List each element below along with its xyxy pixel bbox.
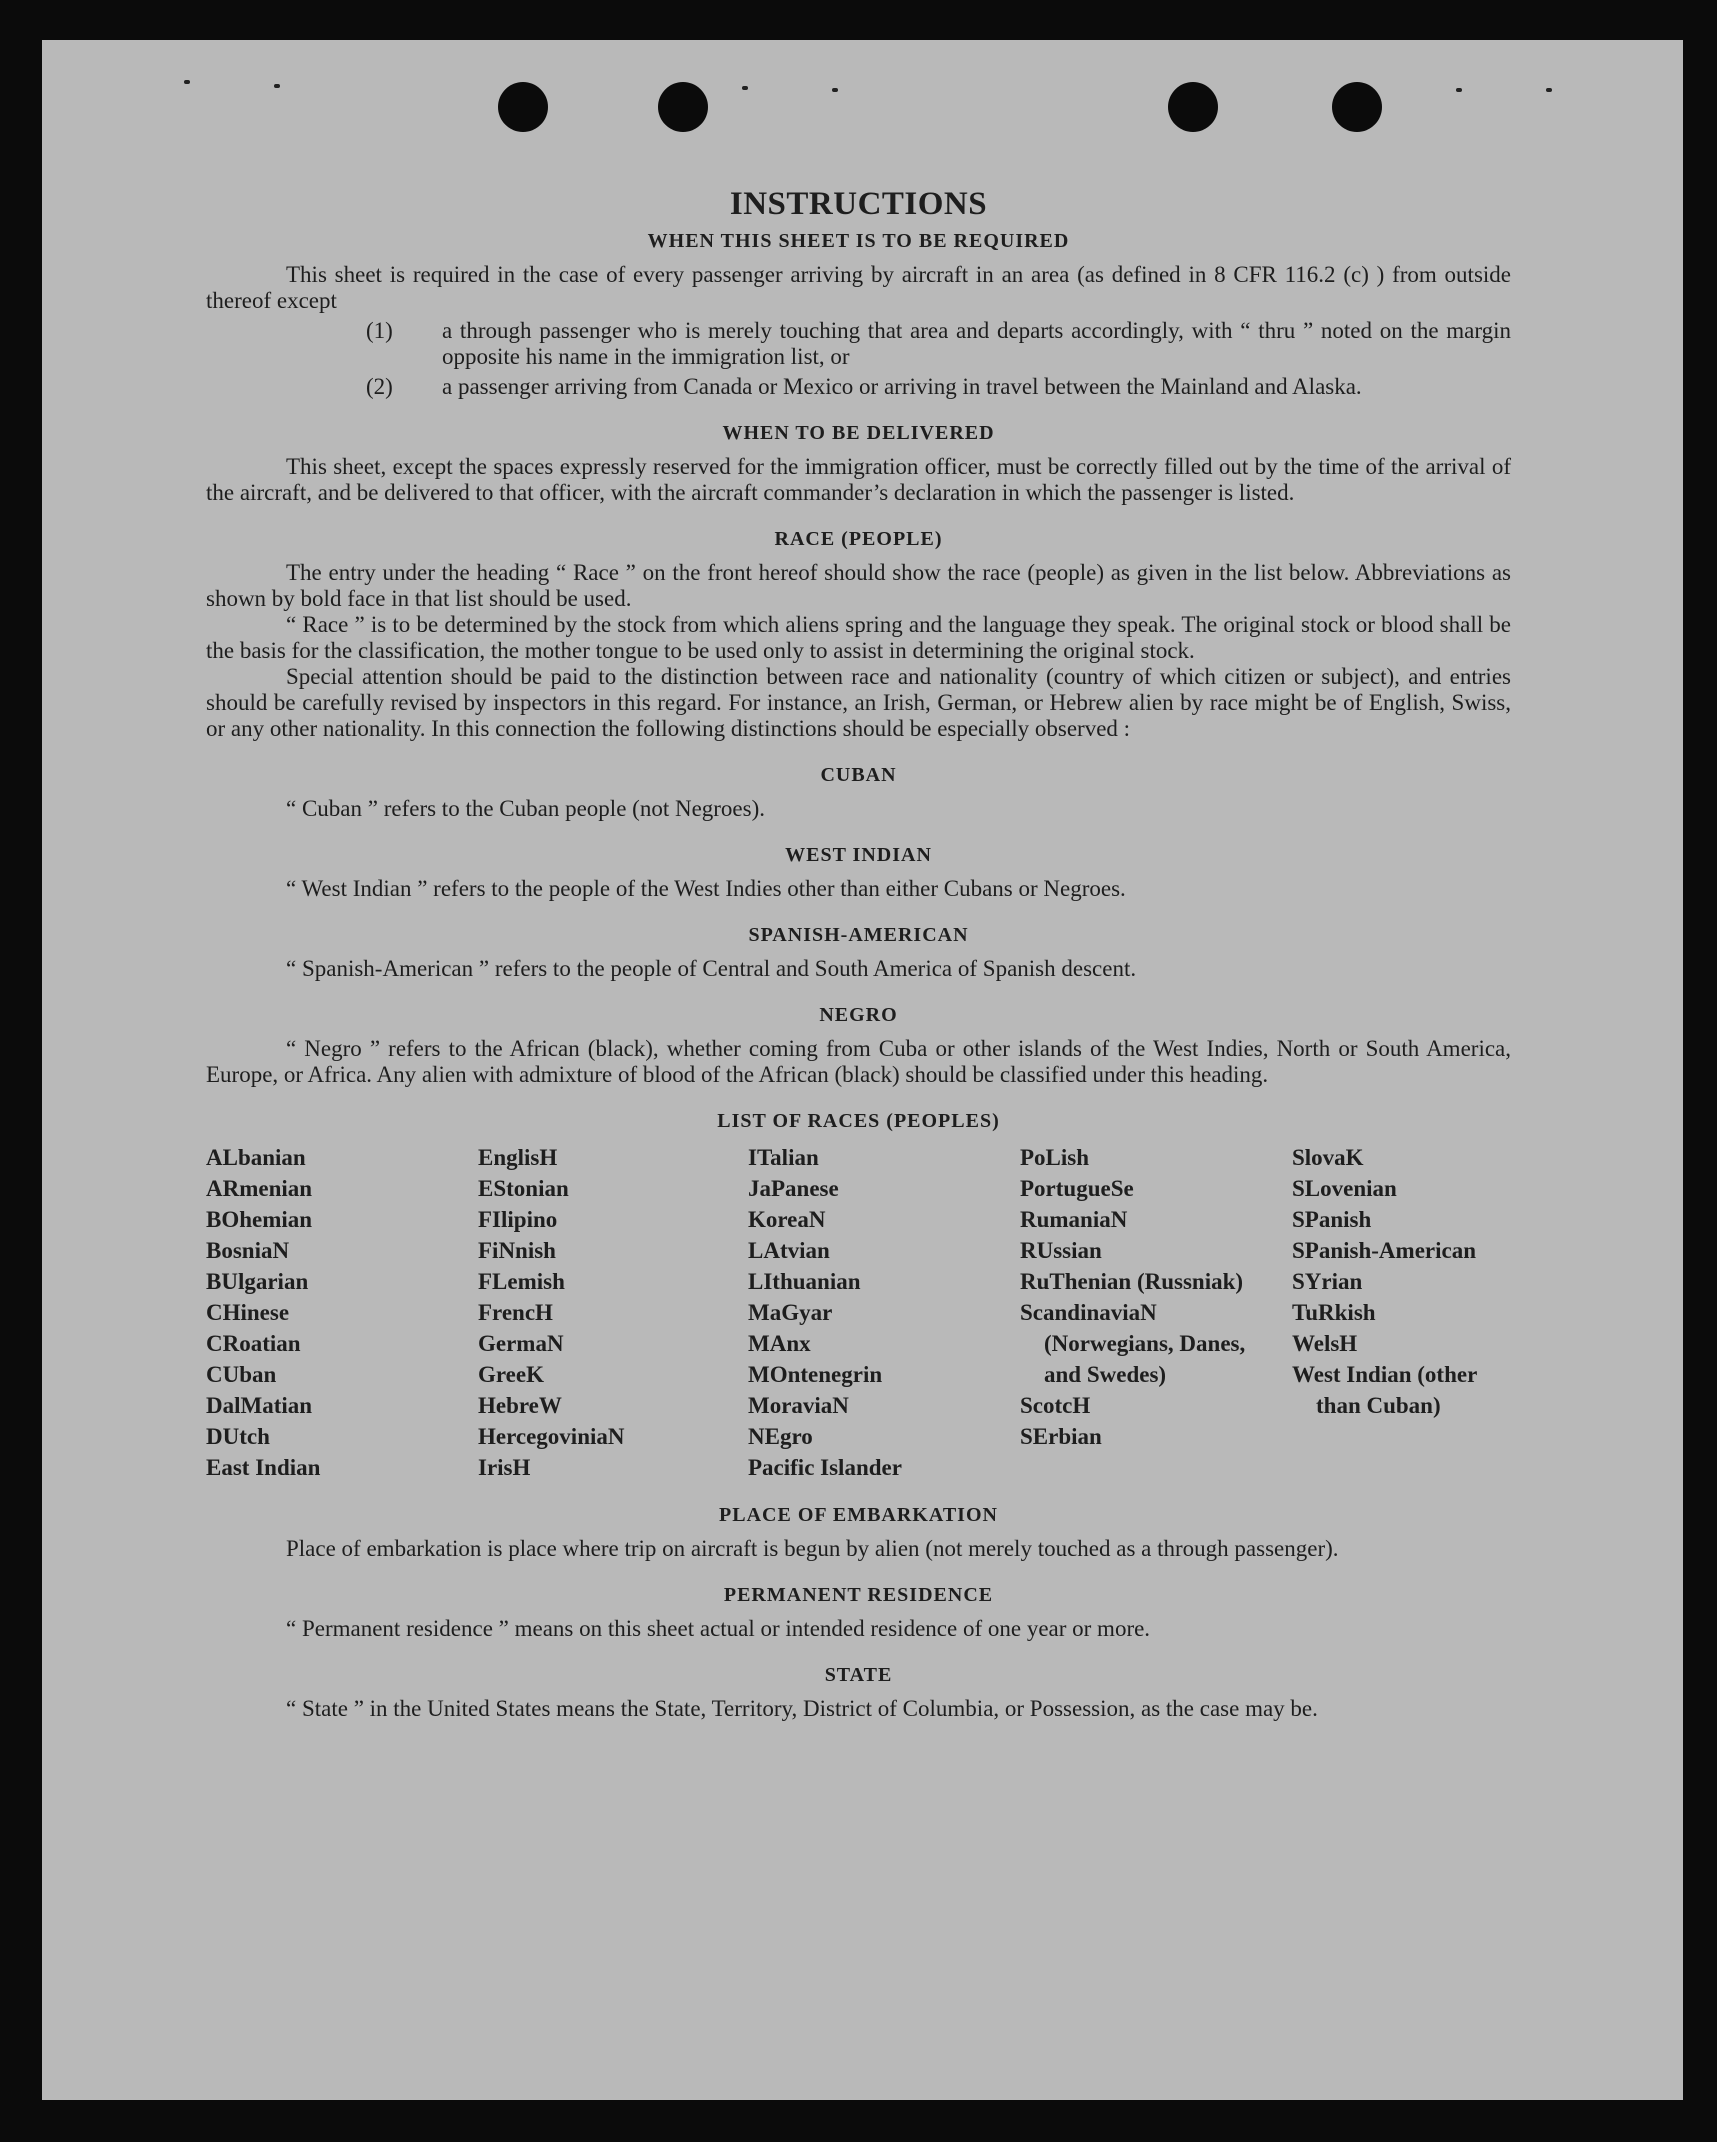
race-entry: MaGyar — [748, 1300, 833, 1325]
race-entry: ITalian — [748, 1145, 819, 1170]
punch-hole — [658, 82, 708, 132]
exception-number: (2) — [366, 374, 393, 399]
race-entry: CHinese — [206, 1300, 290, 1325]
heading-list-of-races: LIST OF RACES (PEOPLES) — [717, 1110, 1000, 1132]
paragraph-cuban: “ Cuban ” refers to the Cuban people (not Negroes). — [286, 796, 766, 821]
race-entry: East Indian — [206, 1455, 321, 1480]
race-entry: SErbian — [1020, 1424, 1102, 1449]
exception-text: a passenger arriving from Canada or Mexico or arriving in travel between the Mainland and Alaska. — [442, 374, 1362, 399]
paragraph-race-2: “ Race ” is to be determined by the stock from which aliens spring and the language they speak. The original stock or blood shall be the basis for the classification, the mother tongue to be used only to assist in determining the original stock. — [206, 612, 1511, 663]
punch-hole — [498, 82, 548, 132]
race-entry: RUssian — [1020, 1238, 1102, 1263]
heading-west-indian: WEST INDIAN — [785, 844, 932, 866]
race-entry: Pacific Islander — [748, 1455, 902, 1480]
race-entry: West Indian (other than Cuban) — [1292, 1362, 1477, 1418]
heading-state: STATE — [824, 1664, 893, 1686]
race-entry: FiNnish — [478, 1238, 556, 1263]
paragraph-race-1: The entry under the heading “ Race ” on the front hereof should show the race (people) as given in the list below. Abbreviations as shown by bold face in that list should be used. — [206, 560, 1511, 611]
heading-when-delivered: WHEN TO BE DELIVERED — [722, 422, 995, 444]
race-entry: IrisH — [478, 1455, 531, 1480]
races-column — [1292, 1142, 1514, 1421]
race-entry: EnglisH — [478, 1145, 558, 1170]
race-entry: SPanish-American — [1292, 1238, 1476, 1263]
instructions-content — [206, 184, 1511, 1722]
exception-item-2 — [206, 374, 1511, 400]
race-entry: DalMatian — [206, 1393, 313, 1418]
race-entry: ScandinaviaN (Norwegians, Danes, and Swedes) — [1020, 1300, 1246, 1387]
document-title: INSTRUCTIONS — [729, 186, 988, 222]
paragraph-state: “ State ” in the United States means the State, Territory, District of Columbia, or Possession, as the case may be. — [286, 1696, 1318, 1721]
race-entry: FLemish — [478, 1269, 565, 1294]
paragraph-delivered: This sheet, except the spaces expressly reserved for the immigration officer, must be correctly filled out by the time of the arrival of the aircraft, and be delivered to that officer, with the aircraft commander’s declaration in which the passenger is listed. — [206, 454, 1511, 505]
race-entry: KoreaN — [748, 1207, 826, 1232]
exception-text: a through passenger who is merely touching that area and departs accordingly, with “ thru ” noted on the margin opposite his name in the immigration list, or — [442, 318, 1511, 369]
race-entry: MOntenegrin — [748, 1362, 883, 1387]
exception-number: (1) — [366, 318, 393, 343]
race-entry: DUtch — [206, 1424, 270, 1449]
race-entry: BosniaN — [206, 1238, 290, 1263]
races-table — [206, 1142, 1511, 1482]
paragraph-race-3: Special attention should be paid to the distinction between race and nationality (country of which citizen or subject), and entries should be carefully revised by inspectors in this regard. For instance, an Irish, German, or Hebrew alien by race might be of English, Swiss, or any other nationality. In this connection the following distinctions should be especially observed : — [206, 664, 1511, 741]
paragraph-west-indian: “ West Indian ” refers to the people of the West Indies other than either Cubans or Negroes. — [286, 876, 1126, 901]
race-entry: MAnx — [748, 1331, 811, 1356]
race-entry: JaPanese — [748, 1176, 839, 1201]
heading-negro: NEGRO — [819, 1004, 898, 1026]
paragraph-negro: “ Negro ” refers to the African (black), whether coming from Cuba or other islands of the West Indies, North or South America, Europe, or Africa. Any alien with admixture of blood of the African (black) should be classified under this heading. — [206, 1036, 1511, 1087]
race-entry: TuRkish — [1292, 1300, 1376, 1325]
speck — [184, 80, 190, 84]
race-entry: WelsH — [1292, 1331, 1358, 1356]
race-entry: ALbanian — [206, 1145, 306, 1170]
race-entry: FrencH — [478, 1300, 553, 1325]
race-entry: RuThenian (Russniak) — [1020, 1269, 1244, 1294]
heading-cuban: CUBAN — [820, 764, 897, 786]
heading-spanish-american: SPANISH-AMERICAN — [748, 924, 969, 946]
race-entry: ARmenian — [206, 1176, 313, 1201]
race-entry: LAtvian — [748, 1238, 830, 1263]
races-column — [206, 1142, 466, 1483]
race-entry: BOhemian — [206, 1207, 313, 1232]
race-entry: SlovaK — [1292, 1145, 1364, 1170]
race-entry: LIthuanian — [748, 1269, 861, 1294]
heading-permanent-residence: PERMANENT RESIDENCE — [723, 1584, 994, 1606]
race-entry: GreeK — [478, 1362, 544, 1387]
race-entry: CUban — [206, 1362, 277, 1387]
race-entry: BUlgarian — [206, 1269, 309, 1294]
heading-race: RACE (PEOPLE) — [774, 528, 943, 550]
race-entry: NEgro — [748, 1424, 813, 1449]
punch-hole — [1168, 82, 1218, 132]
punch-hole — [1332, 82, 1382, 132]
race-entry: CRoatian — [206, 1331, 301, 1356]
race-entry: HercegoviniaN — [478, 1424, 625, 1449]
race-entry: SPanish — [1292, 1207, 1372, 1232]
race-entry: HebreW — [478, 1393, 562, 1418]
race-entry: MoraviaN — [748, 1393, 849, 1418]
race-entry: PortugueSe — [1020, 1176, 1134, 1201]
speck — [1456, 88, 1462, 92]
race-entry: SYrian — [1292, 1269, 1363, 1294]
race-entry: GermaN — [478, 1331, 564, 1356]
races-column — [478, 1142, 738, 1483]
heading-when-required: WHEN THIS SHEET IS TO BE REQUIRED — [647, 230, 1070, 252]
races-column — [748, 1142, 1018, 1483]
paragraph-required-intro: This sheet is required in the case of every passenger arriving by aircraft in an area (as defined in 8 CFR 116.2 (c) ) from outside thereof except — [206, 262, 1511, 313]
paragraph-spanish-american: “ Spanish-American ” refers to the people of Central and South America of Spanish descent. — [286, 956, 1137, 981]
heading-place-of-embarkation: PLACE OF EMBARKATION — [719, 1504, 998, 1526]
race-entry: ScotcH — [1020, 1393, 1091, 1418]
speck — [274, 84, 280, 88]
paragraph-embarkation: Place of embarkation is place where trip on aircraft is begun by alien (not merely touched as a through passenger). — [286, 1536, 1339, 1561]
race-entry: PoLish — [1020, 1145, 1090, 1170]
race-entry: SLovenian — [1292, 1176, 1397, 1201]
speck — [742, 86, 748, 90]
races-column — [1020, 1142, 1278, 1452]
speck — [832, 88, 838, 92]
race-entry: RumaniaN — [1020, 1207, 1128, 1232]
paragraph-residence: “ Permanent residence ” means on this sheet actual or intended residence of one year or more. — [286, 1616, 1151, 1641]
speck — [1546, 88, 1552, 92]
race-entry: FIlipino — [478, 1207, 558, 1232]
exception-item-1 — [206, 318, 1511, 370]
race-entry: EStonian — [478, 1176, 569, 1201]
